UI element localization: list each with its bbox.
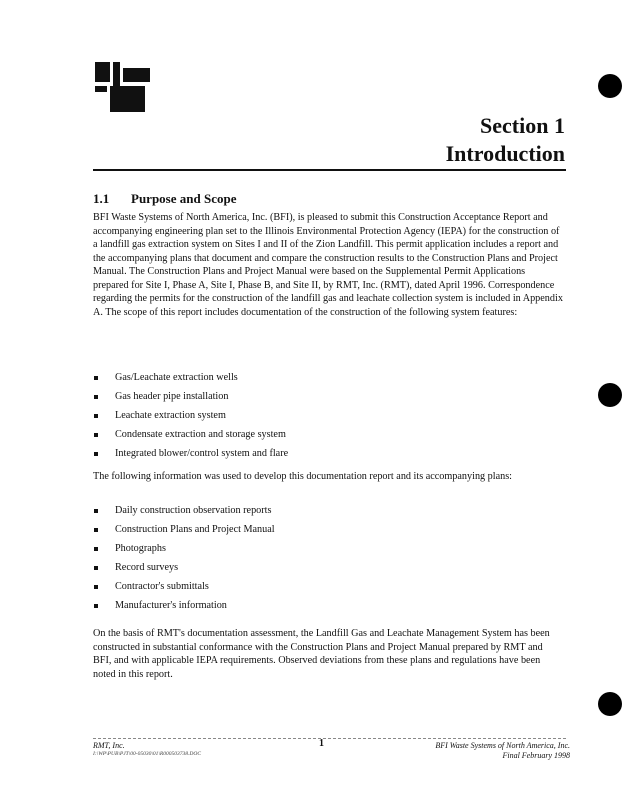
punch-hole-middle [598, 383, 622, 407]
list-item: Condensate extraction and storage system [93, 428, 288, 447]
punch-hole-bottom [598, 692, 622, 716]
list-item: Record surveys [93, 561, 275, 580]
list-item: Gas/Leachate extraction wells [93, 371, 288, 390]
list-item: Integrated blower/control system and flare [93, 447, 288, 466]
bullet-icon [94, 376, 98, 380]
bullet-icon [94, 509, 98, 513]
list-item: Gas header pipe installation [93, 390, 288, 409]
bullet-icon [94, 395, 98, 399]
footer-client: BFI Waste Systems of North America, Inc. [435, 741, 570, 750]
list-item: Contractor's submittals [93, 580, 275, 599]
page-number: 1 [319, 738, 324, 749]
bullet-icon [94, 452, 98, 456]
system-features-list [93, 371, 288, 466]
list-item: Photographs [93, 542, 275, 561]
list-item: Leachate extraction system [93, 409, 288, 428]
information-sources-list [93, 504, 275, 618]
list-item: Construction Plans and Project Manual [93, 523, 275, 542]
title-divider [93, 169, 566, 171]
subsection-heading [93, 191, 236, 207]
bullet-icon [94, 528, 98, 532]
subsection-title: Purpose and Scope [131, 191, 237, 206]
bullet-icon [94, 604, 98, 608]
footer-file-path: I:\WP\PUB\PJT\00-05030\01\R000503738.DOC [93, 751, 202, 757]
footer-divider [93, 738, 566, 739]
section-title: Introduction [445, 141, 565, 166]
section-number: Section 1 [480, 113, 565, 138]
company-logo [95, 62, 153, 112]
sources-paragraph: The following information was used to develop this documentation report and its accompanying plans: [93, 471, 513, 482]
punch-hole-top [598, 74, 622, 98]
subsection-number: 1.1 [93, 191, 110, 206]
footer-organization: RMT, Inc. [93, 741, 125, 750]
footer-status-date: Final February 1998 [502, 751, 570, 760]
bullet-icon [94, 414, 98, 418]
conclusion-paragraph: On the basis of RMT's documentation assessment, the Landfill Gas and Leachate Management System has been constructed in substantial conformance with the Construction Plans and Project Manual prepared by RMT and BFI, and with applicable IEPA requirements. Observed deviations from these plans and regulations have been noted in this report. [93, 628, 550, 680]
bullet-icon [94, 585, 98, 589]
list-item: Manufacturer's information [93, 599, 275, 618]
list-item: Daily construction observation reports [93, 504, 275, 523]
bullet-icon [94, 547, 98, 551]
bullet-icon [94, 433, 98, 437]
bullet-icon [94, 566, 98, 570]
intro-paragraph: BFI Waste Systems of North America, Inc. (BFI), is pleased to submit this Construction Acceptance Report and accompanying engineering plan set to the Illinois Environmental Protection Agency (IEPA) for the construction of a landfill gas extraction system on Sites I and II of the Zion Landfill. This permit application includes a report and the accompanying plans that document and compare the construction results to the Construction Plans and Project Manual. The Construction Plans and Project Manual were based on the Supplemental Permit Applications prepared for Site I, Phase A, Site I, Phase B, and Site II, by RMT, Inc. (RMT), dated April 1996. Correspondence regarding the permits for the construction of the landfill gas and leachate collection system is included in Appendix A. The scope of this report includes documentation of the construction of the following system features: [93, 212, 563, 318]
